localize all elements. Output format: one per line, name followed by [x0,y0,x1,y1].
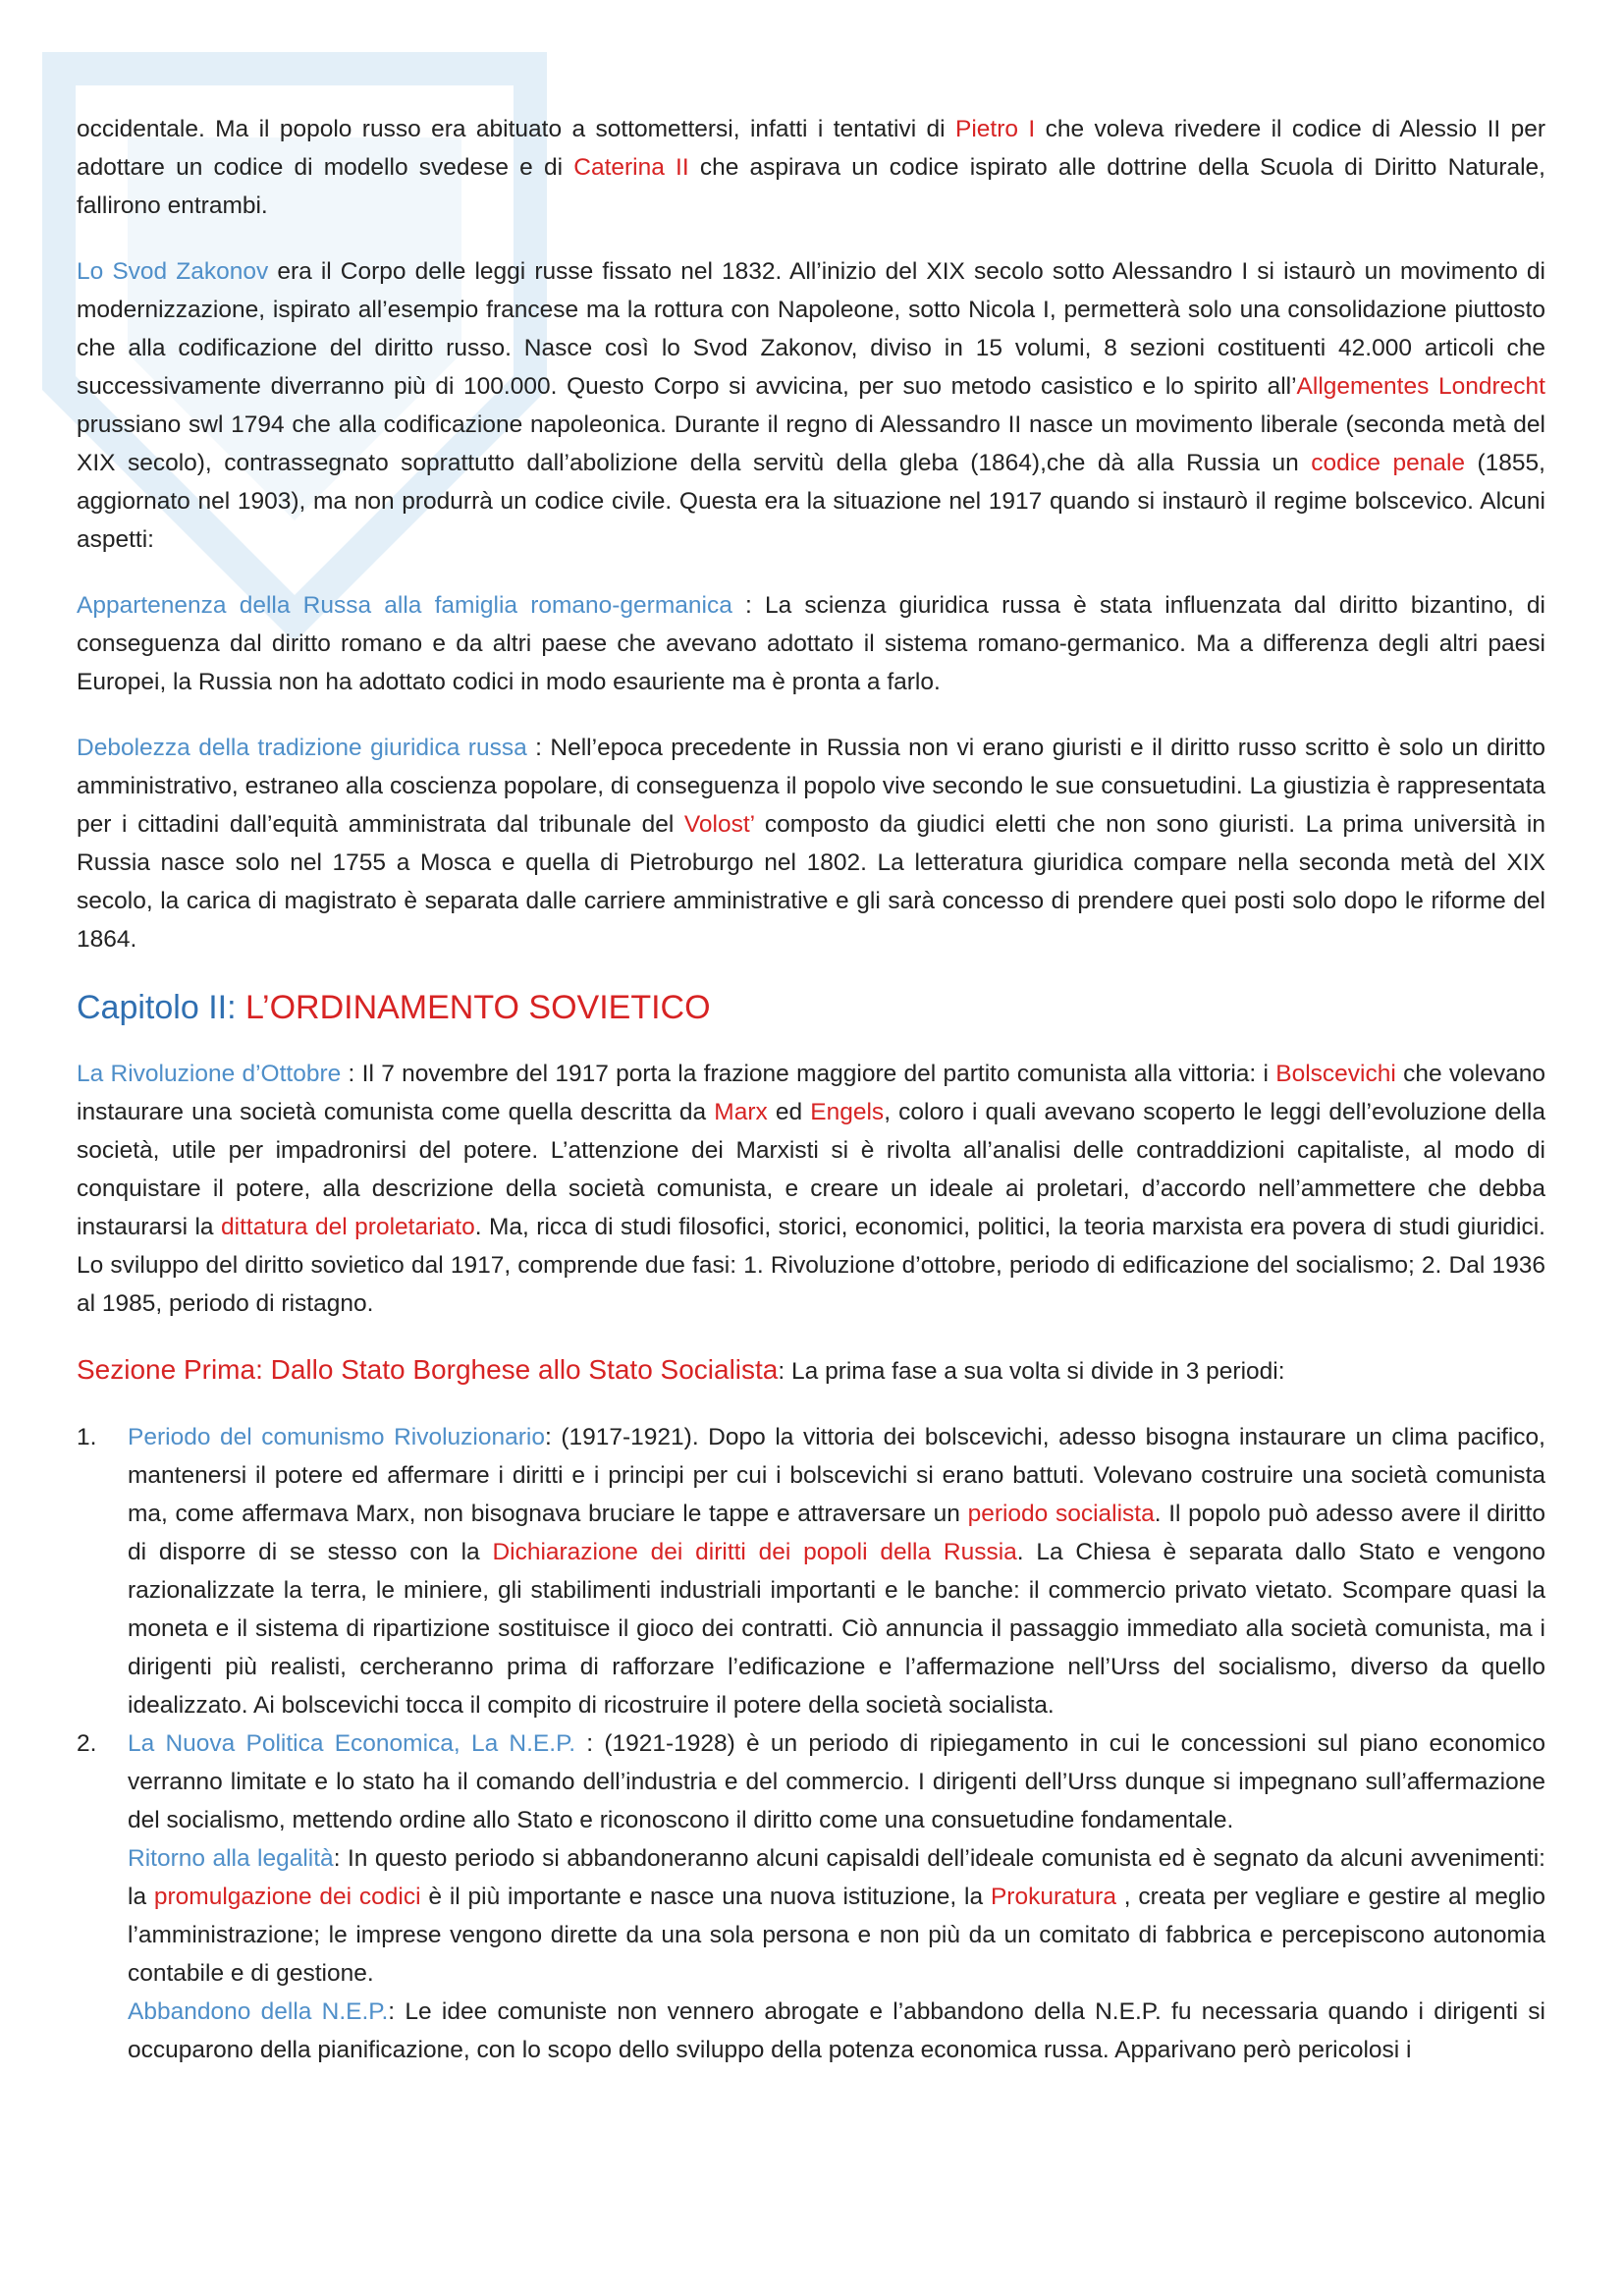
keyword-ritorno-legalita: Ritorno alla legalità [128,1845,334,1872]
keyword-appartenenza: Appartenenza della Russa alla famiglia romano-germanica [77,592,732,619]
text-run: è il più importante e nasce una nuova istituzione, la [420,1884,991,1910]
text-run: : In questo periodo si abbandoneranno alcuni capisaldi dell’ideale comunista ed è segnato da alcuni avvenimenti: la [128,1845,1545,1910]
text-run: prussiano swl 1794 che alla codificazione napoleonica. Durante il regno di Alessandro II nasce un movimento liberale (seconda metà del XIX secolo), contrassegnato soprattutto dall’abolizione della servitù della gleba (1864),che dà alla Russia un [77,411,1545,476]
text-run: : Nell’epoca precedente in Russia non vi erano giuristi e il diritto russo scritto è solo un diritto amministrativo, estraneo alla coscienza popolare, di conseguenza il popolo vive secondo le sue consuetudini. La giustizia è rappresentata per i cittadini dall’equità amministrata dal tribunale del [77,735,1546,838]
keyword-volost: Volost’ [683,811,755,838]
paragraph-debolezza [77,729,1545,958]
text-run: : Il 7 novembre del 1917 porta la frazione maggiore del partito comunista alla vittoria: i [341,1061,1276,1087]
text-run: . Ma, ricca di studi filosofici, storici, economici, politici, la teoria marxista era povera di studi giuridici. Lo sviluppo del diritto sovietico dal 1917, comprende due fasi: 1. Rivoluzione d’ottobre, periodo di edificazione del socialismo; 2. Dal 1936 al 1985, periodo di ristagno. [77,1214,1545,1317]
chapter-prefix: Capitolo II: [77,989,245,1026]
list-number: 1. [77,1424,97,1450]
text-run: : (1921-1928) è un periodo di ripiegamento in cui le concessioni sul piano economico verranno limitate e lo stato ha il comando dell’industria e del commercio. I dirigenti dell’Urss dunque si impegnano sull’affermazione del socialismo, mettendo ordine allo Stato e riconoscono il diritto come una consuetudine fondamentale. [128,1730,1545,1833]
paragraph-appartenenza [77,586,1545,701]
keyword-bolscevichi: Bolscevichi [1275,1061,1396,1087]
keyword-rivoluzione-ottobre: La Rivoluzione d’Ottobre [77,1061,342,1087]
text-run: : (1917-1921). Dopo la vittoria dei bolscevichi, adesso bisogna instaurare un clima pacifico, mantenersi il potere ed affermare i diritti e i principi per cui i bolscevichi si erano battuti. Volevano costruire una società comunista ma, come affermava Marx, non bisognava bruciare le tappe e attraversare un [128,1424,1545,1527]
text-run: . La Chiesa è separata dallo Stato e vengono razionalizzate la terra, le miniere, gli stabilimenti industriali importanti e le banche: il commercio privato vietato. Scompare quasi la moneta e il sistema di ripartizione sostituisce il gioco dei contratti. Ciò annuncia il passaggio immediato alla società comunista, ma i dirigenti più realisti, cercheranno prima di rafforzare l’edificazione e l’affermazione nell’Urss del socialismo, diverso da quello idealizzato. Ai bolscevichi tocca il compito di ricostruire il potere della società socialista. [128,1539,1545,1719]
keyword-dichiarazione: Dichiarazione dei diritti dei popoli della Russia [492,1539,1017,1565]
subparagraph-abbandono [128,1993,1545,2069]
keyword-promulgazione: promulgazione dei codici [153,1884,421,1910]
text-run: : Le idee comuniste non vennero abrogate e l’abbandono della N.E.P. fu necessaria quando i dirigenti si occuparono della pianificazione, con lo scopo dello sviluppo della potenza economica russa. Apparivano però pericolosi i [128,1998,1545,2063]
paragraph-rivoluzione [77,1055,1545,1323]
section-text: : La prima fase a sua volta si divide in 3 periodi: [778,1358,1285,1385]
keyword-marx: Marx [714,1099,768,1125]
paragraph-svod-zakonov [77,252,1545,559]
text-run: era il Corpo delle leggi russe fissato nel 1832. All’inizio del XIX secolo sotto Alessandro I si istaurò un movimento di modernizzazione, ispirato all’esempio francese ma la rottura con Napoleone, sotto Nicola I, permetterà solo una consolidazione piuttosto che alla codificazione del diritto russo. Nasce così lo Svod Zakonov, diviso in 15 volumi, 8 sezioni costituenti 42.000 articoli che successivamente diverranno più di 100.000. Questo Corpo si avvicina, per suo metodo casistico e lo spirito all’ [77,258,1545,400]
subparagraph-ritorno [128,1839,1545,1993]
keyword-engels: Engels [810,1099,885,1125]
keyword-dittatura: dittatura del proletariato [221,1214,475,1240]
list-item [77,1724,1545,2069]
text-run: , creata per vegliare e gestire al meglio l’amministrazione; le imprese vengono dirette da una sola persona e non più da un comitato di fabbrica e percepiscono autonomia contabile e di gestione. [128,1884,1545,1987]
keyword-abbandono-nep: Abbandono della N.E.P. [128,1998,389,2025]
keyword-debolezza: Debolezza della tradizione giuridica russa [77,735,527,761]
text-run: composto da giudici eletti che non sono giuristi. La prima università in Russia nasce solo nel 1755 a Mosca e quella di Pietroburgo nel 1802. La letteratura giuridica compare nella seconda metà del XIX secolo, la carica di magistrato è separata dalle carriere amministrative e gli sarà concesso di prendere quei posti solo dopo le riforme del 1864. [77,811,1545,953]
list-item [77,1418,1545,1724]
text-run: occidentale. Ma il popolo russo era abituato a sottomettersi, infatti i tentativi di [77,116,956,142]
keyword-comunismo-rivoluzionario: Periodo del comunismo Rivoluzionario [128,1424,545,1450]
chapter-title: L’ORDINAMENTO SOVIETICO [244,989,711,1026]
text-run: . Il popolo può adesso avere il diritto di disporre di se stesso con la [128,1501,1545,1565]
keyword-prokuratura: Prokuratura [990,1884,1116,1910]
keyword-allgementes-londrecht: Allgementes Londrecht [1296,373,1545,400]
section-heading [77,1350,1545,1391]
text-run: , coloro i quali avevano scoperto le leggi dell’evoluzione della società, utile per impadronirsi del potere. L’attenzione dei Marxisti si è rivolta all’analisi delle contraddizioni capitaliste, al modo di conquistare il potere, alla descrizione della società comunista, e creare un ideale ai proletari, d’accordo nell’ammettere che debba instaurarsi la [77,1099,1546,1240]
section-title: Sezione Prima: Dallo Stato Borghese allo Stato Socialista [77,1354,779,1385]
text-run: ed [767,1099,811,1125]
text-run: che aspirava un codice ispirato alle dottrine della Scuola di Diritto Naturale, fallirono entrambi. [77,154,1545,219]
text-run: che voleva rivedere il codice di Alessio II per adottare un codice di modello svedese e di [77,116,1545,181]
keyword-codice-penale: codice penale [1311,450,1466,476]
paragraph-intro [77,110,1545,225]
list-number: 2. [77,1730,97,1757]
text-run: (1855, aggiornato nel 1903), ma non produrrà un codice civile. Questa era la situazione nel 1917 quando si instaurò il regime bolscevico. Alcuni aspetti: [77,450,1545,553]
keyword-nep: La Nuova Politica Economica, La N.E.P. [128,1730,576,1757]
keyword-periodo-socialista: periodo socialista [967,1501,1155,1527]
text-run: : La scienza giuridica russa è stata influenzata dal diritto bizantino, di conseguenza dal diritto romano e da altri paese che avevano adottato il sistema romano-germanico. Ma a differenza degli altri paesi Europei, la Russia non ha adottato codici in modo esauriente ma è pronta a farlo. [77,592,1545,695]
text-run: che volevano instaurare una società comunista come quella descritta da [77,1061,1545,1125]
document-body [77,110,1545,2069]
keyword-caterina: Caterina II [573,154,689,181]
chapter-heading [77,986,1545,1029]
keyword-svod-zakonov: Lo Svod Zakonov [77,258,269,285]
keyword-pietro: Pietro I [955,116,1036,142]
periods-list [77,1418,1545,2069]
